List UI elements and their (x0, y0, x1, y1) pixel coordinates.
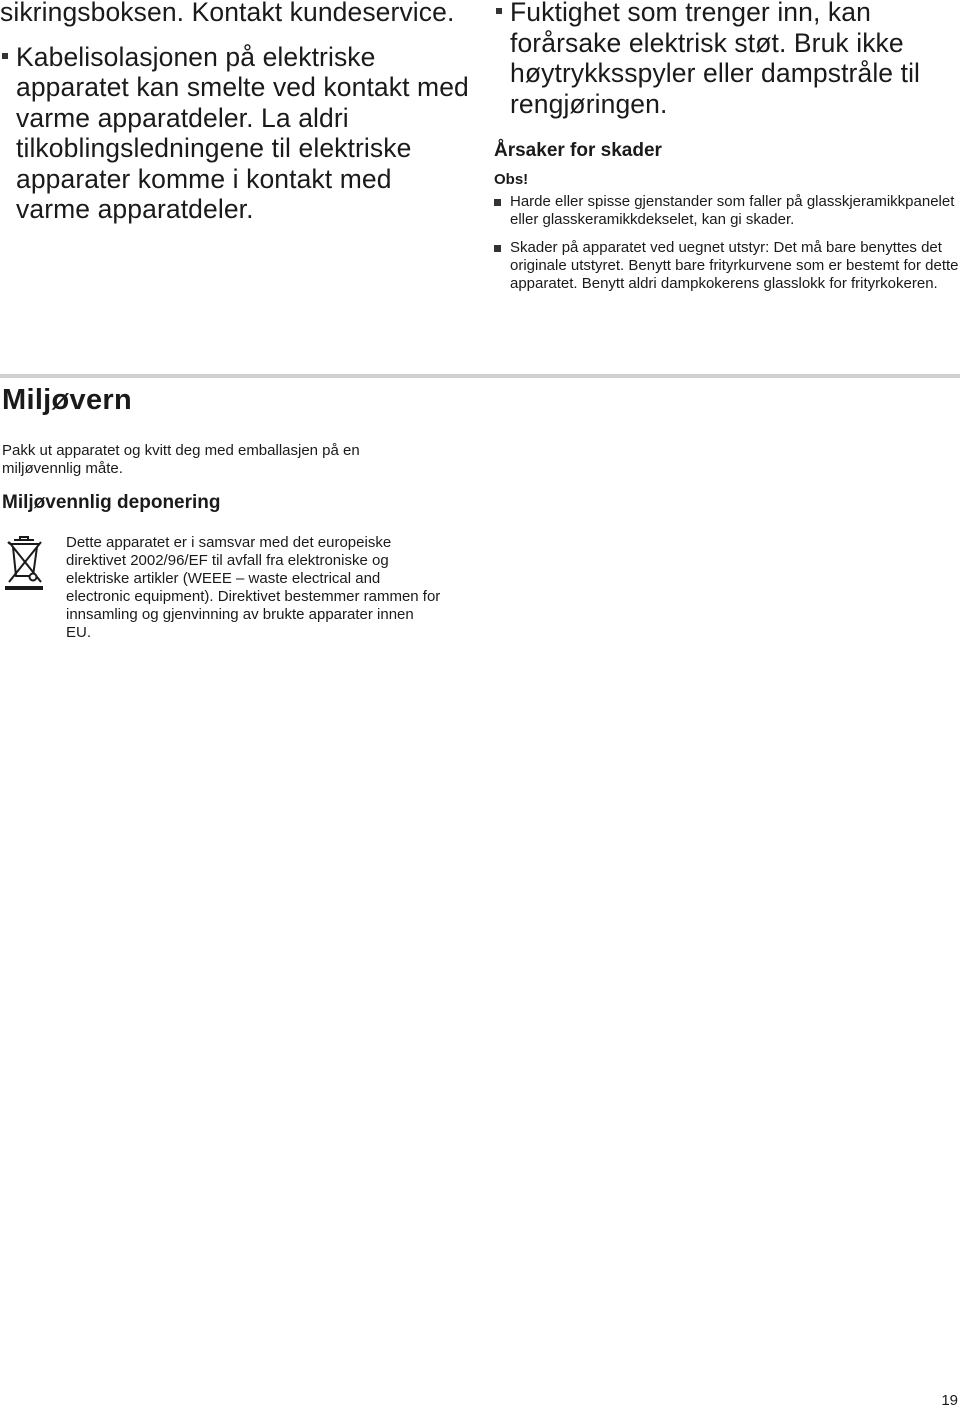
cable-warning-text: Kabelisolasjonen på elektriske apparatet kan smelte ved kontakt med varme apparatdeler. La aldri tilkoblingsledningene til elektriske apparater komme i kontakt med varme apparatdeler. (16, 41, 469, 224)
environment-intro: Pakk ut apparatet og kvitt deg med emballasjen på en miljøvennlig måte. (2, 442, 360, 477)
section-divider (0, 374, 960, 378)
damage-bullet-text: Harde eller spisse gjenstander som faller på glasskjeramikkpanelet eller glasskeramikkdekselet, kan gi skader. (510, 193, 955, 228)
warning-bullet (0, 42, 470, 225)
disposal-text: Dette apparatet er i samsvar med det europeiske direktivet 2002/96/EF til avfall fra elektroniske og elektriske artikler (WEEE – waste electrical and electronic equipment). Direktivet bestemmer rammen for innsamling og gjenvinning av brukte apparater innen EU. (66, 534, 441, 641)
moisture-warning-text: Fuktighet som trenger inn, kan forårsake elektrisk støt. Bruk ikke høytrykksspyler eller dampstråle til rengjøringen. (510, 0, 921, 119)
right-column (494, 0, 960, 293)
continuation-text: sikringsboksen. Kontakt kundeservice. (0, 0, 455, 27)
bullet-square-icon (494, 199, 501, 206)
bullet-square-icon (496, 8, 502, 14)
left-column (0, 0, 470, 225)
page-number: 19 (941, 1392, 958, 1409)
damage-bullet-text: Skader på apparatet ved uegnet utstyr: Det må bare benyttes det originale utstyret. Benytt bare frityrkurvene som er bestemt for dette apparatet. Benytt aldri dampkokerens glasslokk for frityrkokeren. (510, 239, 959, 292)
warning-bullet (494, 0, 960, 119)
environment-heading: Miljøvern (2, 384, 132, 416)
damage-heading: Årsaker for skader (494, 140, 662, 161)
disposal-heading: Miljøvennlig deponering (2, 492, 221, 513)
bullet-square-icon (2, 53, 8, 59)
bullet-square-icon (494, 245, 501, 252)
damage-bullet (494, 239, 960, 293)
crossed-out-wheelie-bin-icon (0, 532, 48, 592)
obs-label: Obs! (494, 171, 529, 188)
damage-bullet (494, 193, 960, 229)
environment-section (2, 380, 442, 515)
